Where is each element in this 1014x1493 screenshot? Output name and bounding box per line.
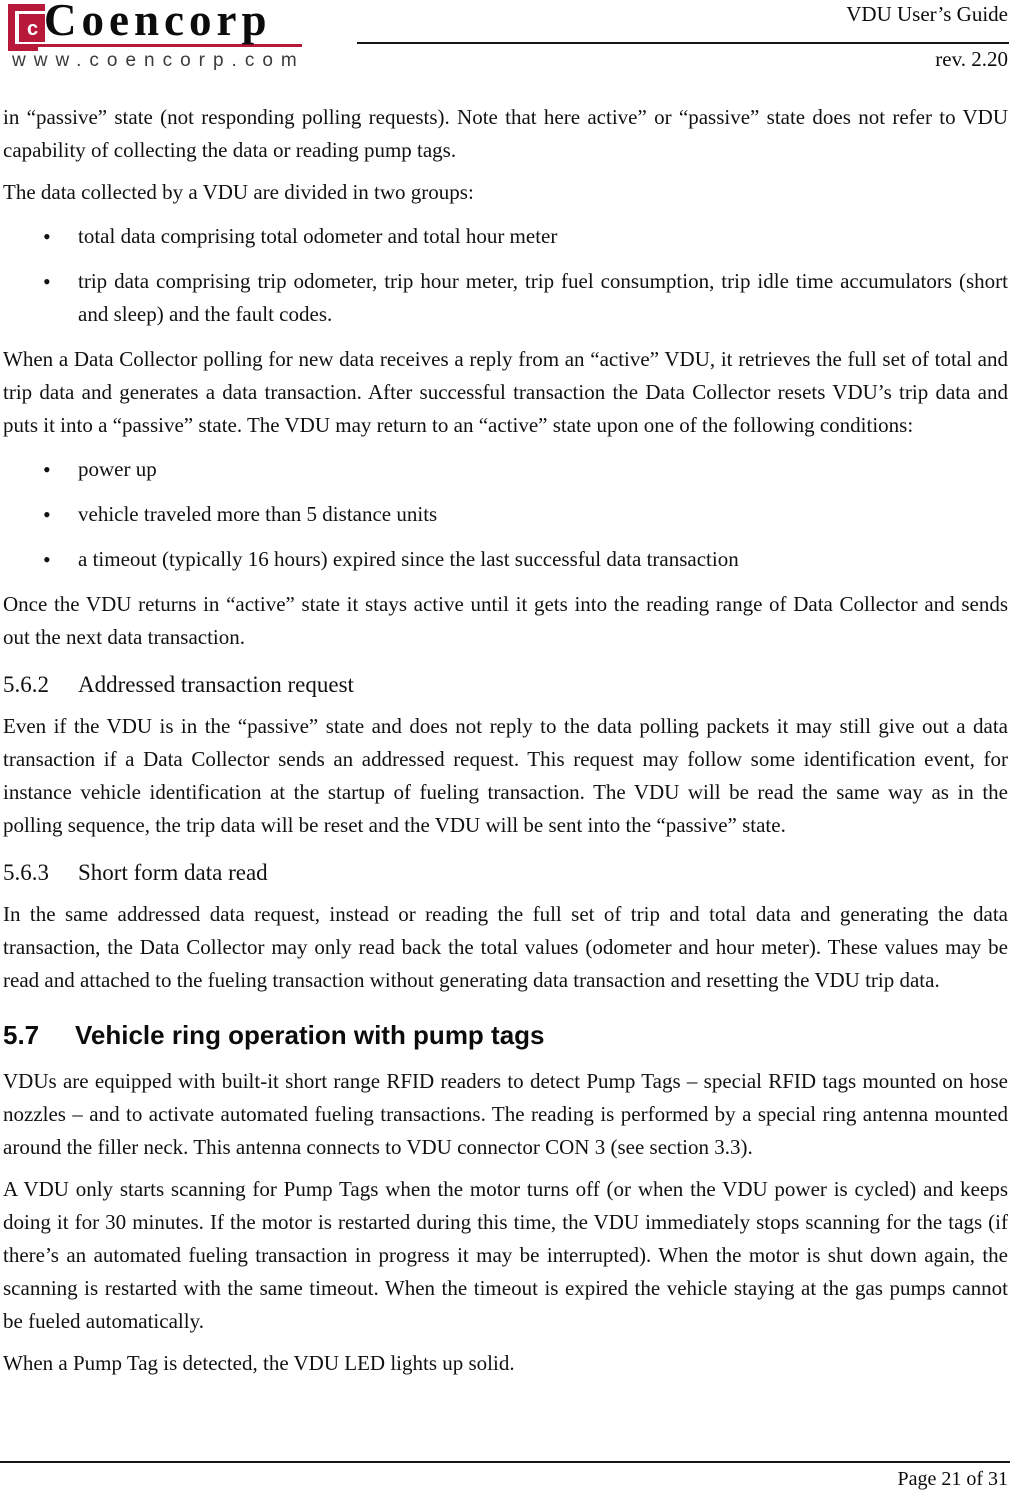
coencorp-logo bbox=[8, 2, 348, 74]
section-title: Short form data read bbox=[78, 860, 268, 885]
brand-url: www.coencorp.com bbox=[12, 50, 305, 71]
paragraph: Even if the VDU is in the “passive” state and does not reply to the data polling packets it may still give out a data transaction if a Data Collector sends an addressed request. This request may follow some identification event, for instance vehicle identification at the startup of fueling transaction. The VDU will be read the same way as in the polling sequence, the trip data will be reset and the VDU will be sent into the “passive” state. bbox=[3, 714, 1008, 837]
list-item: • a timeout (typically 16 hours) expired since the last successful data transaction bbox=[3, 543, 1008, 576]
paragraph: in “passive” state (not responding polling requests). Note that here active” or “passive” state does not refer to VDU capability of collecting the data or reading pump tags. bbox=[3, 105, 1008, 162]
brand-wordmark: Coencorp bbox=[44, 0, 272, 45]
paragraph: When a Pump Tag is detected, the VDU LED lights up solid. bbox=[3, 1351, 515, 1375]
list-item: • vehicle traveled more than 5 distance units bbox=[3, 498, 1008, 531]
section-heading-5-6-3 bbox=[3, 858, 1008, 888]
header-divider bbox=[357, 42, 1009, 44]
svg-text:c: c bbox=[27, 18, 39, 40]
paragraph: When a Data Collector polling for new data receives a reply from an “active” VDU, it retrieves the full set of total and trip data and generates a data transaction. After successful transaction the Data Collector resets VDU’s trip data and puts it into a “passive” state. The VDU may return to an “active” state upon one of the following conditions: bbox=[3, 347, 1008, 437]
list-item: • total data comprising total odometer and total hour meter bbox=[3, 220, 1008, 253]
paragraph: In the same addressed data request, instead or reading the full set of trip and total data and generating the data transaction, the Data Collector may only read back the total values (odometer and hour meter). These values may be read and attached to the fueling transaction without generating data transaction and resetting the VDU trip data. bbox=[3, 902, 1008, 992]
paragraph: Once the VDU returns in “active” state it stays active until it gets into the reading range of Data Collector and sends out the next data transaction. bbox=[3, 592, 1008, 649]
page-header bbox=[0, 0, 1014, 100]
section-title: Vehicle ring operation with pump tags bbox=[75, 1020, 545, 1050]
document-body bbox=[3, 101, 1008, 1380]
section-number: 5.6.2 bbox=[3, 672, 49, 697]
footer-divider bbox=[0, 1461, 1010, 1463]
section-heading-5-7 bbox=[3, 1019, 1008, 1051]
section-number: 5.6.3 bbox=[3, 860, 49, 885]
bullet-list-active-conditions bbox=[3, 453, 1008, 576]
paragraph: The data collected by a VDU are divided in two groups: bbox=[3, 180, 474, 204]
section-heading-5-6-2 bbox=[3, 670, 1008, 700]
paragraph: VDUs are equipped with built-it short range RFID readers to detect Pump Tags – special RFID tags mounted on hose nozzles – and to activate automated fueling transactions. The reading is performed by a special ring antenna mounted around the filler neck. This antenna connects to VDU connector CON 3 (see section 3.3). bbox=[3, 1069, 1008, 1159]
bullet-list-data-groups bbox=[3, 220, 1008, 331]
section-number: 5.7 bbox=[3, 1020, 40, 1050]
document-title: VDU User’s Guide bbox=[846, 2, 1008, 26]
list-item: • trip data comprising trip odometer, trip hour meter, trip fuel consumption, trip idle time accumulators (short and sleep) and the fault codes. bbox=[3, 265, 1008, 331]
paragraph: A VDU only starts scanning for Pump Tags when the motor turns off (or when the VDU power is cycled) and keeps doing it for 30 minutes. If the motor is restarted during this time, the VDU immediately stops scanning for the tags (if there’s an automated fueling transaction in progress it may be interrupted). When the motor is shut down again, the scanning is restarted with the same timeout. When the timeout is expired the vehicle staying at the gas pumps cannot be fueled automatically. bbox=[3, 1177, 1008, 1333]
list-item: • power up bbox=[3, 453, 1008, 486]
section-title: Addressed transaction request bbox=[78, 672, 354, 697]
page-number-label: Page 21 of 31 bbox=[897, 1468, 1008, 1490]
document-revision: rev. 2.20 bbox=[935, 47, 1008, 71]
